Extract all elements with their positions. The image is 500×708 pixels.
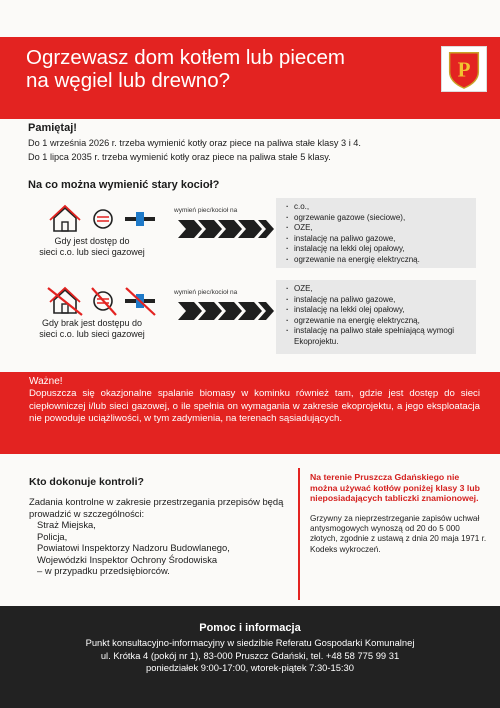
replace-title: Na co można wymienić stary kocioł?: [28, 179, 220, 191]
condition-label: Gdy jest dostęp do sieci c.o. lub sieci gazowej: [39, 236, 145, 257]
inspection-intro: Zadania kontrolne w zakresie przestrzegania przepisów będą prowadzić w szczególności:: [29, 496, 284, 519]
inspectors-list: [29, 519, 291, 577]
house-radiator-pipe-icons: [40, 204, 160, 234]
list-item: · OZE,: [286, 284, 468, 295]
deadline-2035: Do 1 lipca 2035 r. trzeba wymienić kotły oraz piece na paliwa stałe 5 klasy.: [28, 152, 331, 162]
list-item: · ogrzewanie gazowe (sieciowe),: [286, 213, 468, 224]
help-hours: poniedziałek 9:00-17:00, wtorek-piątek 7:30-15:30: [146, 662, 354, 673]
help-footer: [0, 606, 500, 708]
header-banner: [0, 37, 500, 119]
list-item: · instalację na lekki olej opałowy,: [286, 305, 468, 316]
list-item: · instalację na paliwo gazowe,: [286, 295, 468, 306]
list-item: · instalację na paliwo gazowe,: [286, 234, 468, 245]
local-rules-box: [298, 468, 488, 600]
help-address: ul. Krótka 4 (pokój nr 1), 83-000 Pruszcz Gdański, tel. +48 58 775 99 31: [100, 649, 400, 661]
title-line-2: na węgiel lub drewno?: [26, 69, 230, 92]
remember-section: [28, 122, 478, 164]
list-item: · ogrzewanie na energię elektryczną.: [286, 255, 468, 266]
deadline-2026: Do 1 września 2026 r. trzeba wymienić kotły oraz piece na paliwa stałe klasy 3 i 4.: [28, 138, 361, 148]
list-item: · c.o.,: [286, 202, 468, 213]
replace-row-without-network: [28, 280, 478, 350]
list-item: · OZE,: [286, 223, 468, 234]
notice-text: Dopuszcza się okazjonalne spalanie biomasy w kominku również tam, gdzie jest dostęp do sieci ciepłowniczej i/lub sieci gazowej, o ile spełnia on wymagania w zakresie ekoprojektu, a jego eksploatacja nie powoduje uciążliwości, w tym zadymienia, na terenach sąsiadujących.: [29, 388, 480, 424]
replacement-options-list: [276, 280, 476, 354]
svg-text:P: P: [457, 57, 471, 82]
help-office: Punkt konsultacyjno-informacyjny w siedzibie Referatu Gospodarki Komunalnej: [85, 637, 415, 648]
inspection-title: Kto dokonuje kontroli?: [29, 476, 144, 488]
chevron-arrows-icon: [178, 218, 278, 240]
coat-of-arms-icon: [441, 46, 487, 92]
list-item: Powiatowi Inspektorzy Nadzoru Budowlanego,: [37, 542, 230, 553]
chevron-arrows-icon: [178, 300, 278, 322]
arrow-label: wymień piec/kocioł na: [174, 289, 238, 296]
list-item: Wojewódzki Inspektor Ochrony Środowiska: [37, 553, 218, 565]
remember-title: Pamiętaj!: [28, 122, 77, 134]
list-item: – w przypadku przedsiębiorców.: [37, 565, 170, 576]
list-item: Straż Miejska,: [37, 519, 96, 530]
title-line-1: Ogrzewasz dom kotłem lub piecem: [26, 46, 346, 69]
inspection-section: [29, 476, 291, 577]
list-item: · instalację na paliwo stałe spełniającą wymogi Ekoprojektu.: [286, 326, 468, 347]
help-title: Pomoc i informacja: [199, 622, 301, 634]
replacement-options-list: [276, 198, 476, 268]
list-item: Policja,: [37, 530, 68, 542]
house-icon: [50, 206, 80, 231]
radiator-icon: [94, 210, 112, 228]
condition-label: Gdy brak jest dostępu do sieci c.o. lub sieci gazowej: [39, 318, 145, 339]
arrow-label: wymień piec/kocioł na: [174, 207, 238, 214]
replace-row-with-network: [28, 198, 478, 268]
notice-title: Ważne!: [29, 376, 63, 387]
list-item: · ogrzewanie na energię elektryczną,: [286, 316, 468, 327]
list-item: · instalację na lekki olej opałowy,: [286, 244, 468, 255]
important-notice: [0, 372, 500, 454]
local-ban-text: Na terenie Pruszcza Gdańskiego nie można używać kotłów poniżej klasy 3 lub nieposiadających tabliczki znamionowej.: [310, 472, 480, 504]
page-title: [26, 46, 366, 92]
fines-text: Grzywny za nieprzestrzeganie zapisów uchwał antysmogowych wynoszą od 20 do 5 000 złotych, zgodnie z ustawą z dnia 20 maja 1971 r. Kodeks wykroczeń.: [310, 513, 487, 554]
gas-pipe-icon: [125, 212, 155, 226]
crossed-house-radiator-pipe-icons: [40, 286, 160, 316]
